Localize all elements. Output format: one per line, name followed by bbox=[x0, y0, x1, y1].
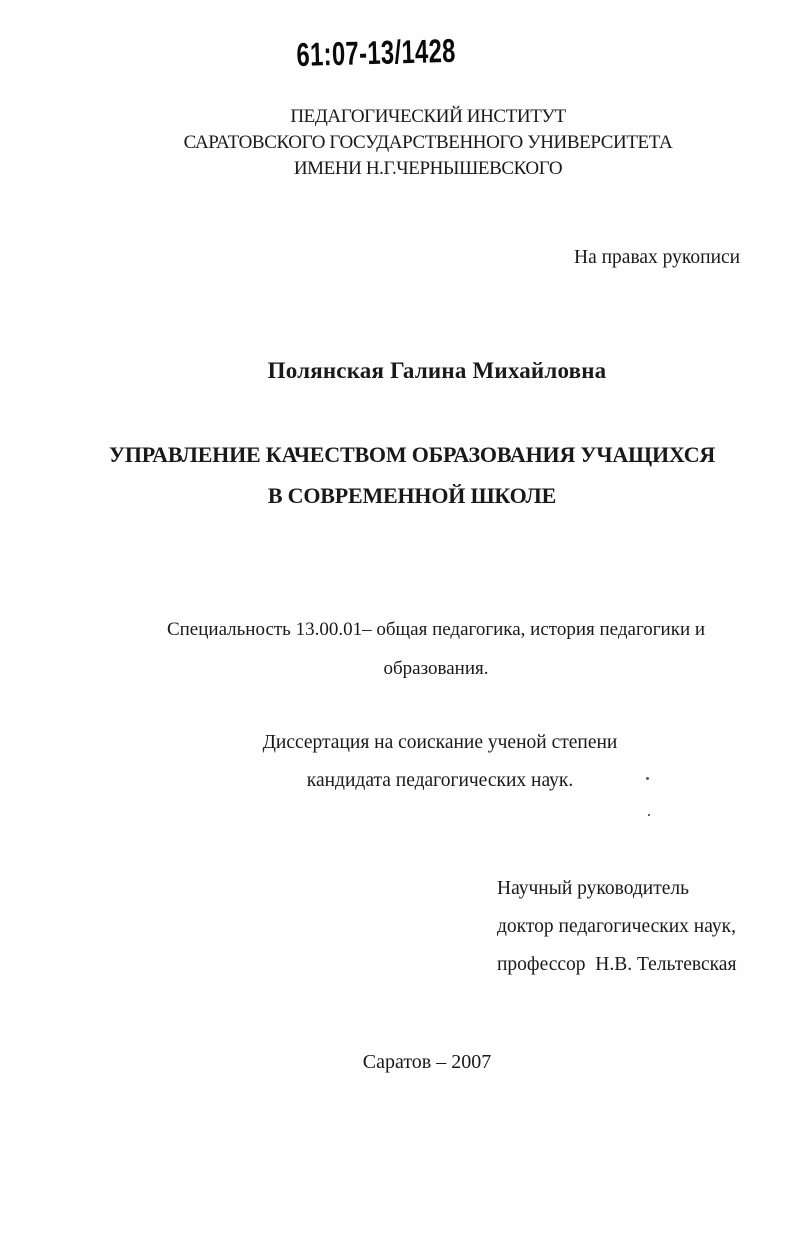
advisor-block bbox=[497, 870, 736, 984]
specialty-note bbox=[65, 610, 799, 688]
scan-speck bbox=[646, 777, 649, 780]
specialty-line-1: Специальность 13.00.01– общая педагогика, история педагогики и bbox=[166, 619, 706, 640]
dissertation-type-note bbox=[80, 724, 799, 800]
catalog-stamp-number: 61:07-13/1428 bbox=[296, 31, 457, 73]
dissertation-type-line-1: Диссертация на соискание ученой степени bbox=[262, 732, 618, 753]
advisor-line-3: профессор Н.В. Тельтевская bbox=[497, 954, 737, 975]
dissertation-type-line-2: кандидата педагогических наук. bbox=[306, 770, 574, 791]
advisor-line-2: доктор педагогических наук, bbox=[497, 916, 736, 937]
specialty-line-2: образования. bbox=[383, 658, 489, 679]
manuscript-rights-note: На правах рукописи bbox=[574, 247, 741, 268]
dissertation-title-line-2: В СОВРЕМЕННОЙ ШКОЛЕ bbox=[267, 483, 557, 508]
institution-name bbox=[57, 104, 799, 182]
scan-speck bbox=[648, 814, 650, 816]
institution-line-1: ПЕДАГОГИЧЕСКИЙ ИНСТИТУТ bbox=[290, 106, 566, 127]
institution-line-2: САРАТОВСКОГО ГОСУДАРСТВЕННОГО УНИВЕРСИТЕТА bbox=[183, 132, 673, 153]
place-year: Саратов – 2007 bbox=[362, 1051, 492, 1073]
advisor-line-1: Научный руководитель bbox=[497, 878, 690, 899]
author-name: Полянская Галина Михайловна bbox=[267, 358, 607, 383]
dissertation-title-line-1: УПРАВЛЕНИЕ КАЧЕСТВОМ ОБРАЗОВАНИЯ УЧАЩИХСЯ bbox=[108, 442, 716, 467]
dissertation-title bbox=[25, 434, 799, 516]
institution-line-3: ИМЕНИ Н.Г.ЧЕРНЫШЕВСКОГО bbox=[293, 158, 563, 179]
